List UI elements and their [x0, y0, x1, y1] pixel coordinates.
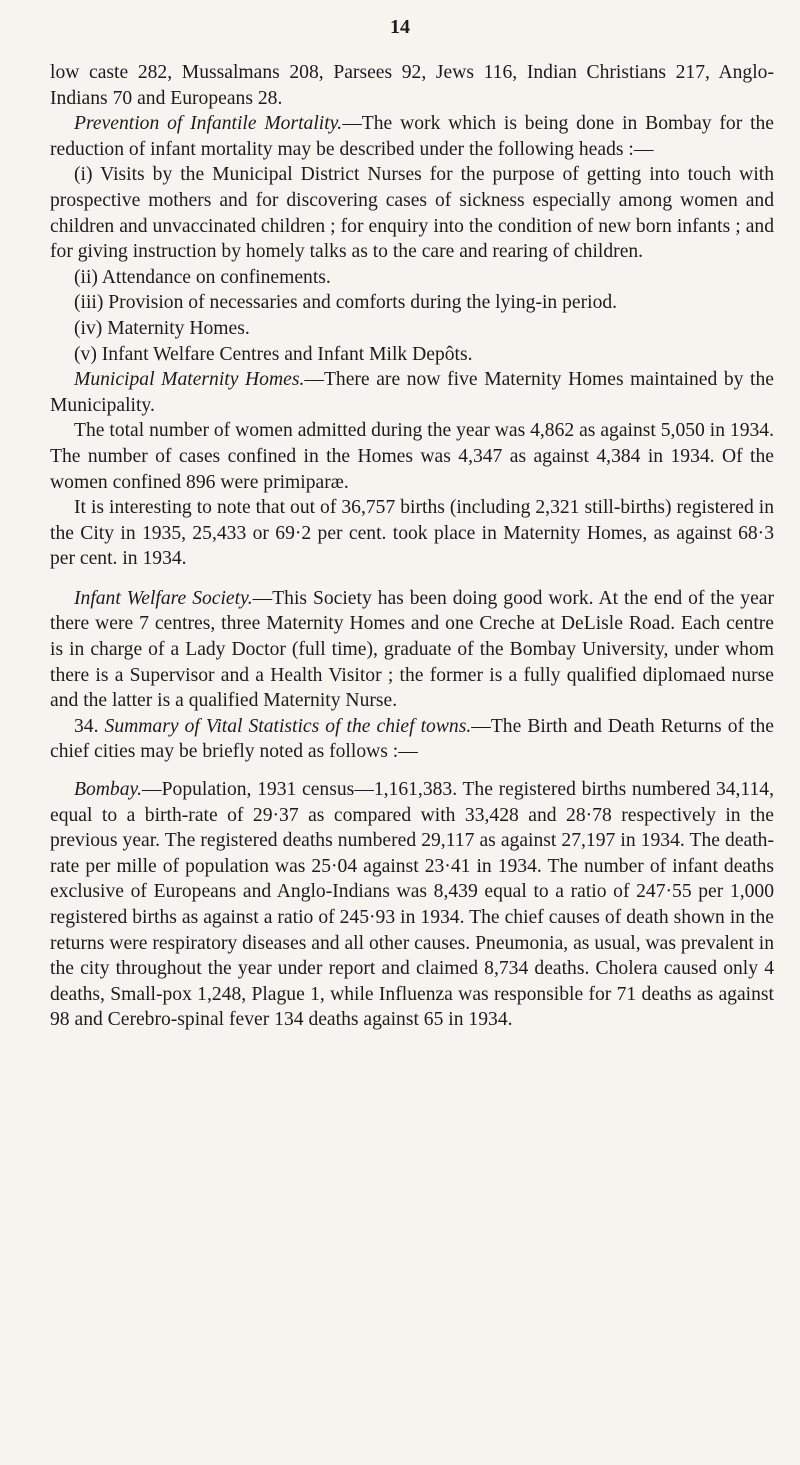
- list-item-iv: (iv) Maternity Homes.: [74, 317, 250, 339]
- list-item-v: (v) Infant Welfare Centres and Infant Milk Depôts.: [74, 343, 473, 365]
- paragraph-bombay: [50, 777, 774, 1033]
- text-prevention: —The work which is being done in Bombay for the reduction of infant mortality may be described under the following heads :—: [50, 113, 775, 160]
- paragraph-continuation: low caste 282, Mussalmans 208, Parsees 92, Jews 116, Indian Christians 217, Anglo-Indians 70 and Europeans 28.: [50, 62, 774, 109]
- text-infant-welfare: —This Society has been doing good work. At the end of the year there were 7 centres, three Maternity Homes and one Creche at DeLisle Road. Each centre is in charge of a Lady Doctor (full time), graduate of the Bombay University, under whom there is a Supervisor and a Health Visitor ; the former is a fully qualified diplomaed nurse and the latter is a qualified Maternity Nurse.: [50, 587, 774, 712]
- heading-bombay: Bombay.: [74, 779, 143, 801]
- paragraph-infant-welfare: [50, 586, 774, 714]
- heading-infant-welfare: Infant Welfare Society.: [74, 587, 253, 609]
- section-number: 34.: [74, 715, 99, 737]
- text-bombay: —Population, 1931 census—1,161,383. The registered births numbered 34,114, equal to a birth-rate of 29·37 as compared with 33,428 and 28·78 respectively in the previous year. The registered deaths numbered 29,117 as against 27,197 in 1934. The death-rate per mille of population was 25·04 against 23·41 in 1934. The number of infant deaths exclusive of Europeans and Anglo-Indians was 8,439 equal to a ratio of 247·55 per 1,000 registered births as against a ratio of 245·93 in 1934. The chief causes of death shown in the returns were respiratory diseases and all other causes. Pneumonia, as usual, was prevalent in the city throughout the year under report and claimed 8,734 deaths. Cholera caused only 4 deaths, Small-pox 1,248, Plague 1, while Influenza was responsible for 71 deaths as against 98 and Cerebro-spinal fever 134 deaths against 65 in 1934.: [50, 779, 774, 1031]
- page-number: 14: [390, 16, 410, 38]
- text-maternity-homes: —There are now five Maternity Homes maintained by the Municipality.: [50, 369, 774, 416]
- list-item-ii: (ii) Attendance on confinements.: [74, 266, 331, 288]
- paragraph-maternity-homes: [50, 367, 774, 418]
- text-summary: —The Birth and Death Returns of the chief cities may be briefly noted as follows :—: [50, 715, 774, 763]
- list-item-i: (i) Visits by the Municipal District Nurses for the purpose of getting into touch with prospective mothers and for discovering cases of sickness especially among women and children and unvaccinated children ; for enquiry into the condition of new born infants ; and for giving instruction by homely talks as to the care and rearing of children.: [50, 164, 774, 263]
- page-body: [50, 60, 774, 1033]
- heading-summary: Summary of Vital Statistics of the chief towns.: [104, 715, 472, 737]
- heading-prevention: Prevention of Infantile Mortality.: [74, 113, 343, 135]
- paragraph-prevention: [50, 111, 774, 162]
- paragraph-admissions: The total number of women admitted during the year was 4,862 as against 5,050 in 1934. The number of cases confined in the Homes was 4,347 as against 4,384 in 1934. Of the women confined 896 were primiparæ.: [50, 420, 774, 493]
- list-item-iii: (iii) Provision of necessaries and comforts during the lying-in period.: [74, 292, 618, 314]
- heading-maternity-homes: Municipal Maternity Homes.: [74, 369, 305, 391]
- paragraph-summary: [50, 714, 774, 765]
- paragraph-births: It is interesting to note that out of 36,757 births (including 2,321 still-births) registered in the City in 1935, 25,433 or 69·2 per cent. took place in Maternity Homes, as against 68·3 per cent. in 1934.: [50, 497, 774, 570]
